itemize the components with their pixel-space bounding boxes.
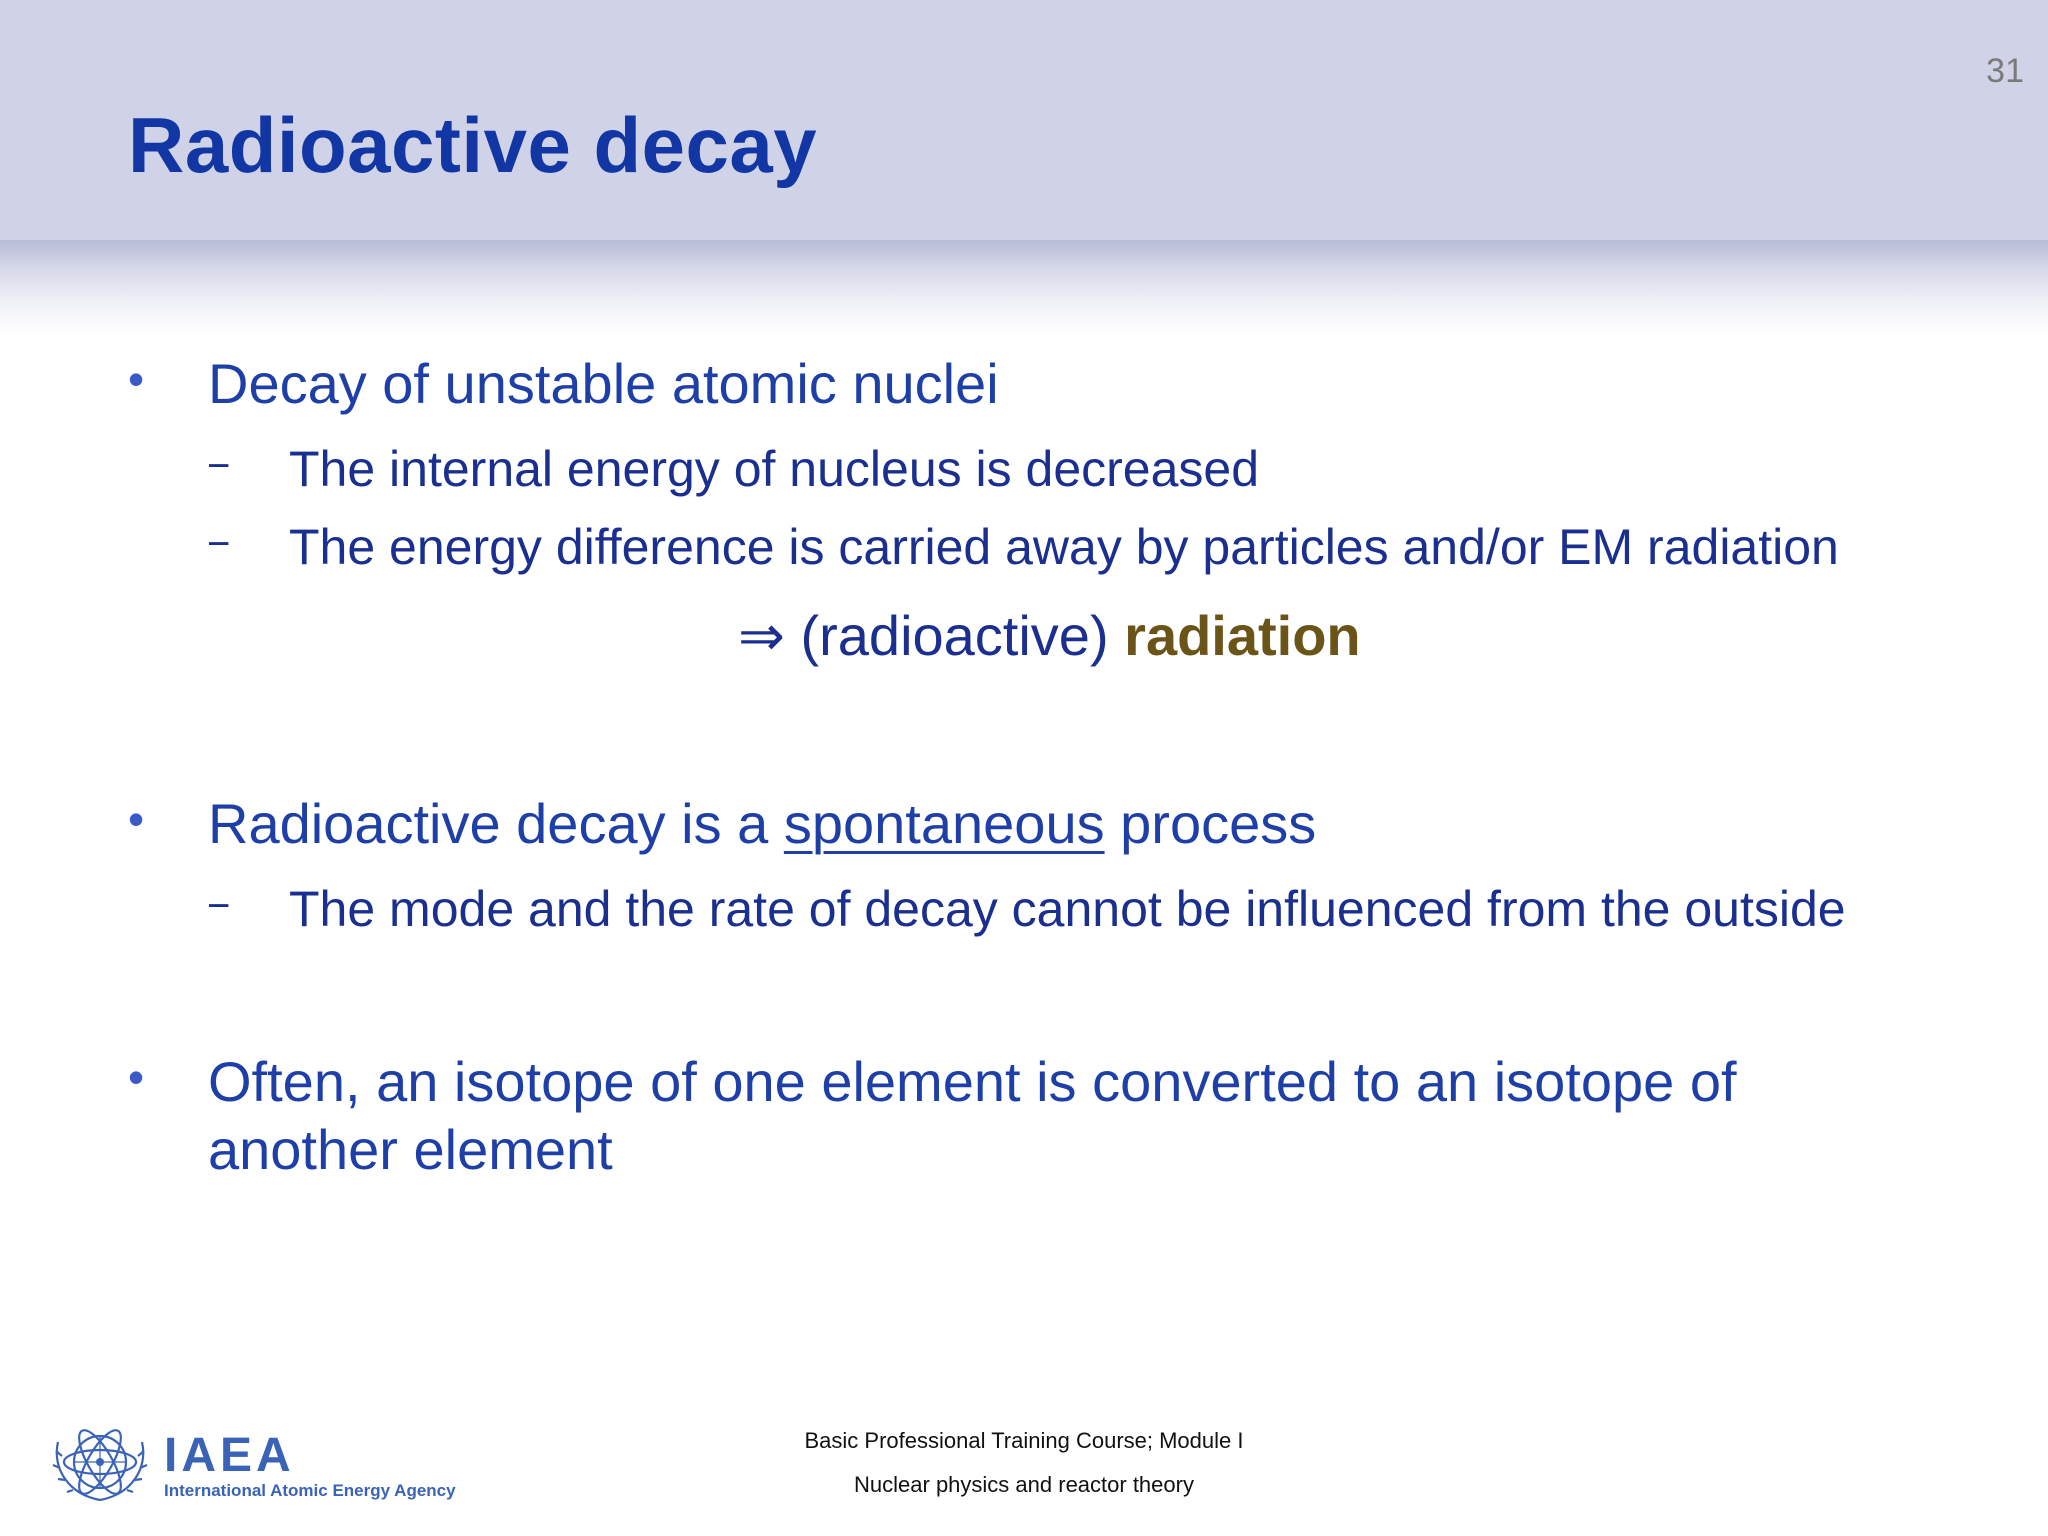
bullet-text-after: process [1120, 792, 1317, 855]
bullet-marker: • [128, 793, 145, 845]
underlined-word: spontaneous [783, 792, 1105, 855]
bullet-text [208, 790, 1316, 858]
bullet-text: Decay of unstable atomic nuclei [208, 352, 999, 415]
slide-title: Radioactive decay [128, 101, 818, 189]
implication-emphasis: radiation [1124, 604, 1361, 667]
bullet-text-line2: another element [208, 1118, 613, 1181]
header-shadow [0, 240, 2048, 335]
slide-number: 31 [1986, 52, 2024, 90]
subpoint-text: The internal energy of nucleus is decreased [289, 441, 1260, 497]
subpoint-text: The mode and the rate of decay cannot be influenced from the outside [289, 881, 1846, 937]
bullet-text-line1: Often, an isotope of one element is converted to an isotope of [208, 1050, 1737, 1113]
bullet-text-before: Radioactive decay is a [208, 792, 769, 855]
bullet-marker: • [128, 353, 145, 405]
dash-marker: − [207, 522, 231, 566]
logo-subtitle: International Atomic Energy Agency [164, 1481, 456, 1500]
dash-marker: − [207, 884, 231, 928]
footer-course: Basic Professional Training Course; Module I [804, 1428, 1244, 1453]
logo-name: IAEA [164, 1429, 295, 1482]
implication-line [738, 603, 1361, 669]
implies-arrow: ⇒ [738, 604, 785, 667]
subpoint-text: The energy difference is carried away by particles and/or EM radiation [289, 519, 1839, 575]
dash-marker: − [207, 444, 231, 488]
implication-prefix: (radioactive) [800, 604, 1109, 667]
footer-topic: Nuclear physics and reactor theory [854, 1472, 1194, 1497]
bullet-marker: • [128, 1051, 145, 1103]
